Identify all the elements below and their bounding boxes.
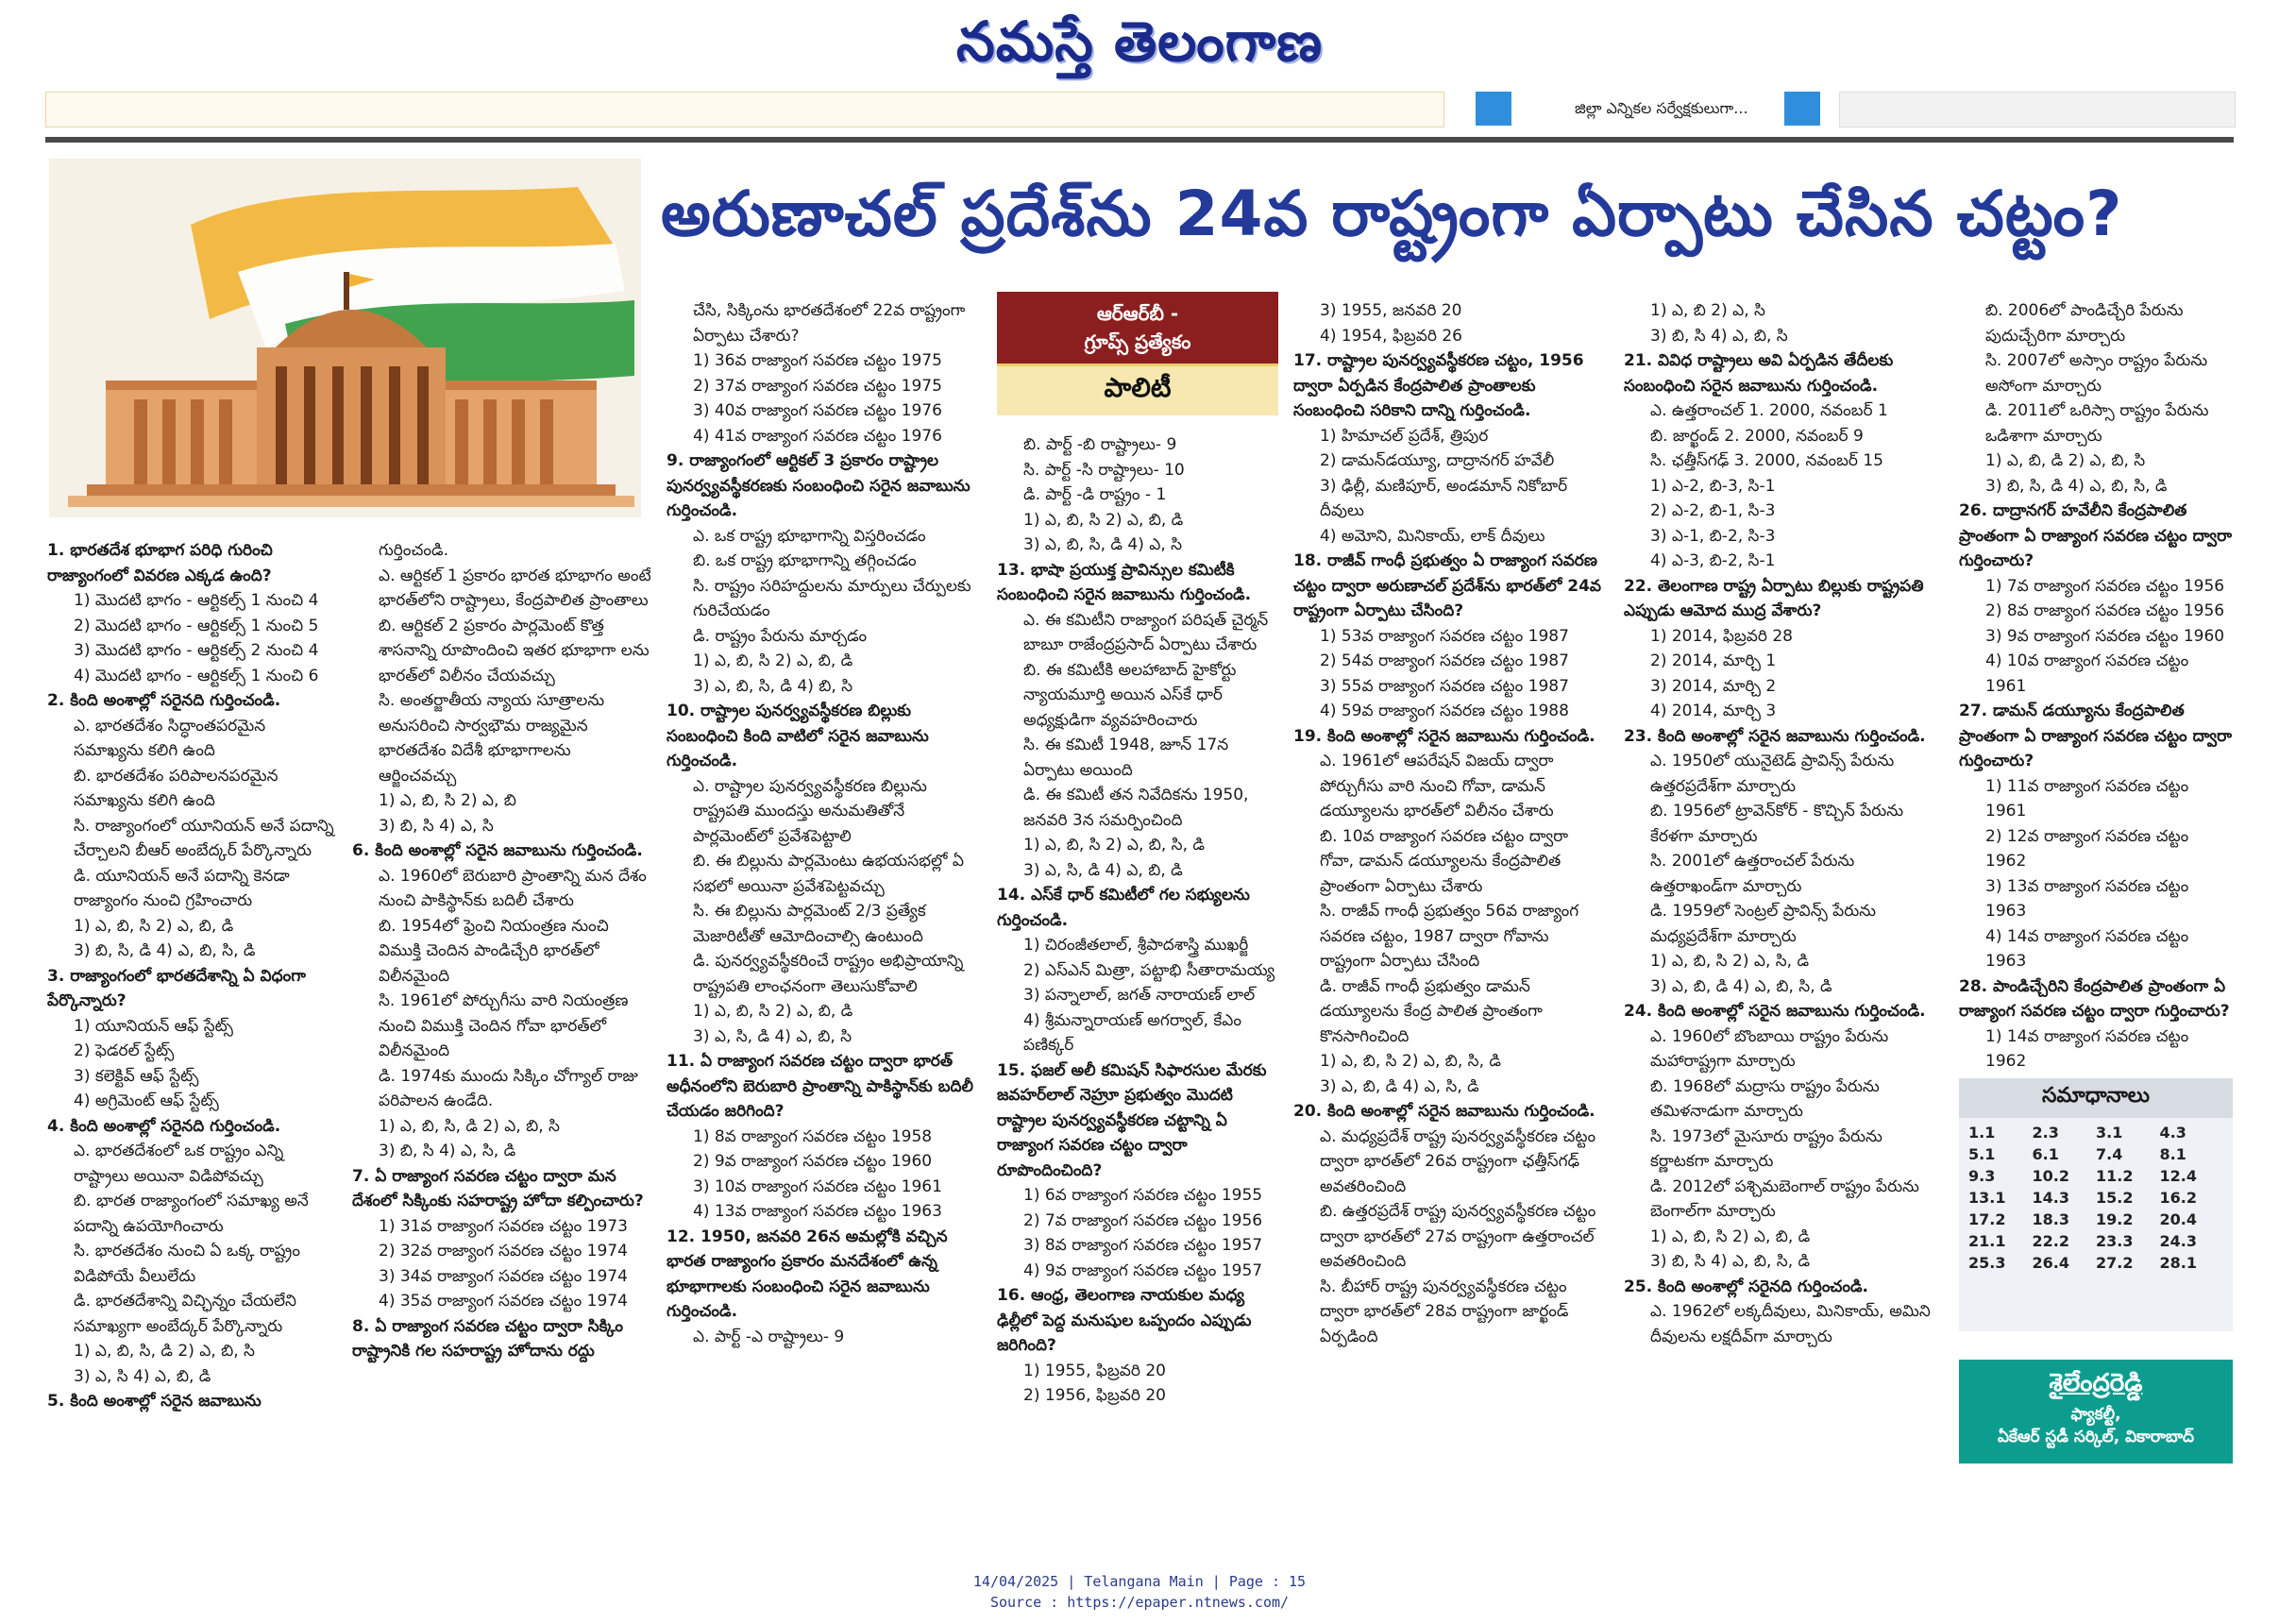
author-role: ఫ్యాకల్టీ, (2070, 1405, 2121, 1424)
question-text: 24. కింది అంశాల్లో సరైన జవాబును గుర్తించండి. (1624, 1002, 1926, 1021)
option-text: 1) ఎ, బి, సి 2) ఎ, బి, డి (693, 1002, 853, 1021)
answers-title: సమాధానాలు (1959, 1078, 2233, 1118)
option-text: 1) ఎ, బి, సి 2) ఎ, బి, డి (1650, 1226, 1811, 1246)
answer-item: 17.2 (1968, 1210, 2006, 1228)
answer-item: 2.3 (2032, 1124, 2059, 1142)
article-column-4 (997, 432, 1278, 1492)
question-text: 28. పాండిచ్చేరిని కేంద్రపాలిత ప్రాంతంగా ఏ రాజ్యాంగ సవరణ చట్టం ద్వారా గుర్తించారు? (1959, 976, 2230, 1021)
option-text: బి. 10వ రాజ్యాంగ సవరణ చట్టం ద్వారా గోవా, డామన్ డయ్యూలను కేంద్రపాలిత ప్రాంతంగా ఏర్పాటు చేశారు (1320, 826, 1569, 896)
option-text: బి. 2006లో పాండిచ్చేరి పేరును పుదుచ్చేరిగా మార్చారు (1985, 301, 2184, 346)
option-text: 3) 40వ రాజ్యాంగ సవరణ చట్టం 1976 (693, 401, 942, 420)
option-text: బి. ఒక రాష్ట్ర భూభాగాన్ని తగ్గించడం (693, 551, 917, 570)
parliament-tricolor-illustration (49, 159, 641, 517)
option-text: 3) మొదటి భాగం - ఆర్టికల్స్ 2 నుంచి 4 (74, 641, 319, 660)
option-text: సి. బీహార్ రాష్ట్ర పునర్వ్యవస్థీకరణ చట్టం ద్వారా భారత్‌లో 28వ రాష్ట్రంగా జార్ఖండ్ ఏర్పడింది (1320, 1277, 1569, 1346)
author-box (1959, 1360, 2233, 1463)
option-text: ఎ. ఒక రాష్ట్ర భూభాగాన్ని విస్తరించడం (693, 526, 926, 546)
article-column-2 (352, 538, 652, 1492)
exam-tag (997, 292, 1278, 364)
option-text: 4) 14వ రాజ్యాంగ సవరణ చట్టం 1963 (1985, 926, 2189, 971)
option-text: 1) 1955, ఫిబ్రవరి 20 (1023, 1361, 1166, 1380)
ad-box-right (1839, 92, 2236, 127)
answer-item: 28.1 (2159, 1254, 2197, 1272)
option-text: 3) ఎ, సి, డి 4) ఎ, బి, సి (693, 1026, 853, 1046)
answer-item: 9.3 (1968, 1167, 1996, 1185)
answer-item: 18.3 (2032, 1210, 2069, 1228)
question-text: 1. భారతదేశ భూభాగ పరిధి గురించి రాజ్యాంగంలో వివరణ ఎక్కడ ఉంది? (47, 541, 273, 585)
answer-item: 5.1 (1968, 1145, 1996, 1163)
option-text: బి. ఈ బిల్లును పార్లమెంటు ఉభయసభల్లో ఏ సభలో అయినా ప్రవేశపెట్టవచ్చు (693, 852, 964, 896)
answer-item: 23.3 (2096, 1232, 2134, 1250)
answer-item: 20.4 (2159, 1210, 2197, 1228)
option-text: ఎ. భారతదేశం సిద్ధాంతపరమైన సమాఖ్యను కలిగి ఉంది (74, 716, 266, 760)
option-text: సి. 1961లో పోర్చుగీసు వారి నియంత్రణ నుంచి విముక్తి చెందిన గోవా భారత్‌లో విలీనమైంది (379, 991, 629, 1060)
question-text: 13. భాషా ప్రయుక్త ప్రావిన్సుల కమిటీకి సంబంధించి సరైన జవాబును గుర్తించండి. (997, 560, 1252, 604)
option-text: 1) 6వ రాజ్యాంగ సవరణ చట్టం 1955 (1023, 1186, 1263, 1205)
option-text: ఎ. ఉత్తరాంచల్ 1. 2000, నవంబర్ 1 (1650, 401, 1888, 420)
option-text: 2) 1956, ఫిబ్రవరి 20 (1023, 1386, 1166, 1405)
footer-date-line: 14/04/2025 | Telangana Main | Page : 15 (972, 1573, 1307, 1590)
option-text: 1) 14వ రాజ్యాంగ సవరణ చట్టం 1962 (1985, 1026, 2189, 1071)
top-ad-strip (45, 92, 2234, 129)
subject-tag: పాలిటీ (997, 364, 1278, 415)
option-text: 1) ఎ, బి, సి 2) ఎ, బి, డి (693, 651, 853, 670)
option-text: సి. ఈ కమిటీ 1948, జూన్ 17న ఏర్పాటు అయింది (1023, 736, 1229, 780)
option-text: 3) ఎ, బి, డి 4) ఎ, సి, డి (1320, 1076, 1479, 1096)
option-text: 3) బి, సి 4) ఎ, సి, డి (379, 1142, 516, 1160)
option-text: 1) 8వ రాజ్యాంగ సవరణ చట్టం 1958 (693, 1126, 933, 1146)
option-text: 1) చిరంజీతలాల్, శ్రీపాదశాస్త్రి ముఖర్జీ (1023, 936, 1249, 955)
option-text: 4) ఎ-3, బి-2, సి-1 (1650, 551, 1776, 570)
option-text: బి. 1968లో మద్రాసు రాష్ట్రం పేరును తమిళనాడుగా మార్చారు (1650, 1076, 1880, 1121)
option-text: 1) ఎ, బి, సి, డి 2) ఎ, బి, సి (74, 1342, 255, 1361)
option-text: 4) అమోని, మినికాయ్, లాక్ దీవులు (1320, 526, 1545, 546)
exam-tag-line1: ఆర్ఆర్‌బీ - (1096, 302, 1179, 325)
option-text: బి. 1954లో ఫ్రెంచి నియంత్రణ నుంచి విముక్తి చెందిన పాండిచ్చేరి భారత్‌లో విలీనమైంది (379, 916, 609, 986)
option-text: 1) ఎ, బి, సి 2) ఎ, సి, డి (1650, 952, 1810, 971)
option-text: 4) 13వ రాజ్యాంగ సవరణ చట్టం 1963 (693, 1202, 942, 1221)
author-name: శైలేంద్రరెడ్డి (2049, 1369, 2143, 1397)
footer-source-line: Source : https://epaper.ntnews.com/ (989, 1594, 1290, 1611)
option-text: 2) ఎస్ఎన్ మిత్రా, పట్టాభి సీతారామయ్య (1023, 960, 1275, 980)
answer-item: 12.4 (2159, 1167, 2197, 1185)
question-text: 21. వివిధ రాష్ట్రాలు అవి ఏర్పడిన తేదీలకు సంబంధించి సరైన జవాబును గుర్తించండి. (1624, 351, 1894, 396)
option-text: 3) 55వ రాజ్యాంగ సవరణ చట్టం 1987 (1320, 676, 1569, 696)
option-text: ఎ. ఆర్టికల్ 1 ప్రకారం భారత భూభాగం అంటే భారత్‌లోని రాష్ట్రాలు, కేంద్రపాలిత ప్రాంతాలు (379, 566, 651, 610)
option-text: ఎ. 1950లో యునైటెడ్ ప్రావిన్స్ పేరును ఉత్తరప్రదేశ్‌గా మార్చారు (1650, 752, 1895, 796)
option-text: 1) ఎ, బి, డి 2) ఎ, బి, సి (1985, 451, 2146, 470)
question-text: 20. కింది అంశాల్లో సరైన జవాబును గుర్తించండి. (1293, 1102, 1595, 1121)
question-text: 3. రాజ్యాంగంలో భారతదేశాన్ని ఏ విధంగా పేర్కొన్నారు? (47, 966, 306, 1010)
option-text: సి. ఛత్తీస్‌గఢ్ 3. 2000, నవంబర్ 15 (1650, 451, 1883, 470)
parliament-illustration-svg (49, 159, 641, 517)
answer-item: 10.2 (2032, 1167, 2069, 1185)
option-text: 3) ఎ, సి 4) ఎ, బి, డి (74, 1366, 211, 1386)
option-text: 4) 2014, మార్చి 3 (1650, 702, 1777, 720)
answers-box (1959, 1078, 2233, 1331)
option-text: డి. రాష్ట్రం పేరును మార్చడం (693, 626, 868, 646)
page-headline: అరుణాచల్ ప్రదేశ్‌ను 24వ రాష్ట్రంగా ఏర్పాటు చేసిన చట్టం? (661, 178, 2123, 250)
question-text: 10. రాష్ట్రాల పునర్వ్యవస్థీకరణ బిల్లుకు సంబంధించి కింది వాటిలో సరైన జవాబును గుర్తించండి. (667, 702, 929, 770)
option-text: గుర్తించండి. (379, 541, 449, 560)
option-text: 1) ఎ, బి, సి 2) ఎ, బి, డి (1023, 510, 1184, 530)
option-text: సి. పార్ట్ -సి రాష్ట్రాలు- 10 (1023, 460, 1185, 480)
option-text: 3) ఎ, బి, డి 4) ఎ, బి, సి, డి (1650, 976, 1832, 996)
option-text: 3) 34వ రాజ్యాంగ సవరణ చట్టం 1974 (379, 1266, 628, 1286)
article-column-5 (1293, 298, 1607, 1492)
option-text: 1) ఎ-2, బి-3, సి-1 (1650, 476, 1776, 496)
option-text: బి. ఈ కమిటీకి అలహాబాద్ హైకోర్టు న్యాయమూర్తి అయిన ఎస్‌కే ధార్ అధ్యక్షుడిగా వ్యవహరించారు (1023, 660, 1237, 730)
question-text: 18. రాజీవ్ గాంధీ ప్రభుత్వం ఏ రాజ్యాంగ సవరణ చట్టం ద్వారా అరుణాచల్ ప్రదేశ్‌ను భారత్‌లో 24వ రాష్ట్రంగా ఏర్పాటు చేసింది? (1293, 551, 1602, 620)
option-text: డి. 2012లో పశ్చిమబెంగాల్ రాష్ట్రం పేరును బెంగాల్‌గా మార్చారు (1650, 1176, 1919, 1221)
answer-item: 26.4 (2032, 1254, 2069, 1272)
article-column-3 (667, 298, 988, 1492)
option-text: 3) బి, సి 4) ఎ, సి (379, 816, 494, 836)
question-text: 7. ఏ రాజ్యాంగ సవరణ చట్టం ద్వారా మన దేశంలో సిక్కింకు సహరాష్ట్ర హోదా కల్పించారు? (352, 1166, 644, 1210)
answer-item: 19.2 (2096, 1210, 2134, 1228)
answer-item: 27.2 (2096, 1254, 2134, 1272)
question-text: 11. ఏ రాజ్యాంగ సవరణ చట్టం ద్వారా భారత్ అధీనంలోని బెరుబారి ప్రాంతాన్ని పాకిస్థాన్‌కు బదిలీ చేయడం జరిగింది? (667, 1052, 973, 1121)
question-text: 19. కింది అంశాల్లో సరైన జవాబును గుర్తించండి. (1293, 726, 1595, 746)
question-text: 9. రాజ్యాంగంలో ఆర్టికల్ 3 ప్రకారం రాష్ట్రాల పునర్వ్యవస్థీకరణకు సంబంధించి సరైన జవాబును గుర్తించండి. (667, 451, 971, 520)
option-text: 3) బి, సి, డి 4) ఎ, బి, సి, డి (74, 941, 256, 960)
author-place: ఏకేఆర్ స్టడీ సర్కిల్, వికారాబాద్ (1997, 1428, 2195, 1446)
option-text: బి. భారతదేశం పరిపాలనపరమైన సమాఖ్యను కలిగి ఉంది (74, 766, 279, 810)
answers-grid (1959, 1118, 2233, 1277)
option-text: డి. 2011లో ఒరిస్సా రాష్ట్రం పేరును ఒడిశాగా మార్చారు (1985, 401, 2209, 446)
answer-item: 7.4 (2096, 1145, 2123, 1163)
question-text: 15. ఫజల్ అలీ కమిషన్ సిఫారసుల మేరకు జవహర్‌లాల్ నెహ్రూ ప్రభుత్వం మొదటి రాష్ట్రాల పునర్వ్యవస్థీకరణ చట్టాన్ని ఏ రాజ్యాంగ సవరణ చట్టం ద్వారా రూపొందించింది? (997, 1060, 1267, 1180)
option-text: 2) మొదటి భాగం - ఆర్టికల్స్ 1 నుంచి 5 (74, 616, 319, 635)
question-text: 6. కింది అంశాల్లో సరైన జవాబును గుర్తించండి. (352, 841, 643, 860)
answer-item: 11.2 (2096, 1167, 2134, 1185)
article-column-6 (1624, 298, 1935, 1492)
answer-item: 8.1 (2159, 1145, 2186, 1163)
option-text: చేసి, సిక్కింను భారతదేశంలో 22వ రాష్ట్రంగా ఏర్పాటు చేశారు? (693, 301, 966, 346)
question-text: 26. దాద్రానగర్ హవేలీని కేంద్రపాలిత ప్రాంతంగా ఏ రాజ్యాంగ సవరణ చట్టం ద్వారా గుర్తించారు? (1959, 501, 2232, 570)
option-text: సి. రాజ్యాంగంలో యూనియన్ అనే పదాన్ని చేర్చాలని బీఆర్ అంబేద్కర్ పేర్కొన్నారు (74, 816, 334, 860)
option-text: ఎ. 1960లో బెరుబారి ప్రాంతాన్ని మన దేశం నుంచి పాకిస్థాన్‌కు బదిలీ చేశారు (379, 866, 647, 910)
option-text: 3) కలెక్టివ్ ఆఫ్ స్టేట్స్ (74, 1066, 199, 1086)
answer-item: 3.1 (2096, 1124, 2123, 1142)
question-text: 14. ఎస్‌కే ధార్ కమిటీలో గల సభ్యులను గుర్తించండి. (997, 886, 1250, 930)
option-text: 4) 9వ రాజ్యాంగ సవరణ చట్టం 1957 (1023, 1260, 1263, 1280)
option-text: 1) ఎ, బి, సి 2) ఎ, బి, డి (74, 916, 234, 936)
option-text: ఎ. 1960లో బొంబాయి రాష్ట్రం పేరును మహారాష్ట్రగా మార్చారు (1650, 1026, 1889, 1071)
question-text: 2. కింది అంశాల్లో సరైనది గుర్తించండి. (47, 691, 281, 710)
option-text: డి. పునర్వ్యవస్థీకరించే రాష్ట్రం అభిప్రాయాన్ని రాష్ట్రపతి లాంఛనంగా తెలుసుకోవాలి (693, 952, 964, 996)
option-text: 2) ఫెడరల్ స్టేట్స్ (74, 1041, 175, 1060)
option-text: 1) 31వ రాజ్యాంగ సవరణ చట్టం 1973 (379, 1216, 628, 1236)
option-text: ఎ. 1961లో ఆపరేషన్ విజయ్ ద్వారా పోర్చుగీసు వారి నుంచి గోవా, డామన్ డయ్యూలను భారత్‌లో విలీనం చేశారు (1320, 752, 1554, 820)
question-text: 5. కింది అంశాల్లో సరైన జవాబును (47, 1392, 262, 1411)
question-text: 22. తెలంగాణ రాష్ట్ర ఏర్పాటు బిల్లుకు రాష్ట్రపతి ఎప్పుడు ఆమోద ముద్ర వేశారు? (1624, 576, 1924, 620)
article-column-7 (1959, 298, 2233, 1073)
option-text: 3) 13వ రాజ్యాంగ సవరణ చట్టం 1963 (1985, 876, 2189, 921)
option-text: డి. ఈ కమిటీ తన నివేదికను 1950, జనవరి 3న సమర్పించింది (1023, 786, 1249, 830)
option-text: 2) 12వ రాజ్యాంగ సవరణ చట్టం 1962 (1985, 826, 2189, 871)
page-footer (0, 1571, 2279, 1613)
question-text: 17. రాష్ట్రాల పునర్వ్యవస్థీకరణ చట్టం, 1956 ద్వారా ఏర్పడిన కేంద్రపాలిత ప్రాంతాలకు సంబంధించి సరికాని దాన్ని గుర్తించండి. (1293, 351, 1584, 420)
option-text: డి. యూనియన్ అనే పదాన్ని కెనడా రాజ్యాంగం నుంచి గ్రహించారు (74, 866, 290, 910)
option-text: 4) 35వ రాజ్యాంగ సవరణ చట్టం 1974 (379, 1292, 628, 1311)
option-text: 2) 9వ రాజ్యాంగ సవరణ చట్టం 1960 (693, 1152, 933, 1171)
option-text: ఎ. 1962లో లక్కదీవులు, మినికాయ్, అమిని దీవులను లక్షదీవ్‌గా మార్చారు (1650, 1302, 1931, 1346)
option-text: 2) డామన్‌డయ్యూ, దాద్రానగర్ హవేలీ (1320, 451, 1555, 470)
option-text: 2) 54వ రాజ్యాంగ సవరణ చట్టం 1987 (1320, 651, 1569, 670)
option-text: 2) 32వ రాజ్యాంగ సవరణ చట్టం 1974 (379, 1242, 628, 1260)
option-text: 3) 2014, మార్చి 2 (1650, 676, 1777, 696)
option-text: 1) హిమాచల్ ప్రదేశ్, త్రిపుర (1320, 426, 1489, 446)
option-text: ఎ. మధ్యప్రదేశ్ రాష్ట్ర పునర్వ్యవస్థీకరణ చట్టం ద్వారా భారత్‌లో 26వ రాష్ట్రంగా ఛత్తీస్‌గఢ్ అవతరించింది (1320, 1126, 1596, 1196)
option-text: 1) ఎ, బి, సి, డి 2) ఎ, బి, సి (379, 1116, 560, 1136)
question-text: 25. కింది అంశాల్లో సరైనది గుర్తించండి. (1624, 1277, 1869, 1296)
option-text: బి. ఉత్తరప్రదేశ్ రాష్ట్ర పునర్వ్యవస్థీకరణ చట్టం ద్వారా భారత్‌లో 27వ రాష్ట్రంగా ఉత్తరాంచల్ అవతరించింది (1320, 1202, 1596, 1271)
ad-blue-marker-left (1476, 92, 1511, 126)
answer-item: 22.2 (2032, 1232, 2069, 1250)
ad-strip-text: జిల్లా ఎన్నికల సర్వేక్షకులుగా... (1575, 99, 1748, 117)
option-text: బి. జార్ఖండ్ 2. 2000, నవంబర్ 9 (1650, 426, 1864, 446)
option-text: ఎ. ఈ కమిటీని రాజ్యాంగ పరిషత్ చైర్మన్ బాబూ రాజేంద్రప్రసాద్ ఏర్పాటు చేశారు (1023, 610, 1269, 654)
option-text: బి. 1956లో ట్రావెన్‌కోర్ - కొచ్చిన్ పేరును కేరళగా మార్చారు (1650, 802, 1904, 846)
option-text: 3) 1955, జనవరి 20 (1320, 301, 1462, 320)
option-text: 3) బి, సి 4) ఎ, బి, సి (1650, 326, 1788, 346)
option-text: బి. భారత రాజ్యాంగంలో సమాఖ్య అనే పదాన్ని ఉపయోగించారు (74, 1192, 309, 1236)
ad-box-left (45, 92, 1444, 127)
article-column-1 (47, 538, 340, 1492)
option-text: ఎ. భారతదేశంలో ఒక రాష్ట్రం ఎన్ని రాష్ట్రాలు అయినా విడిపోవచ్చు (74, 1142, 284, 1186)
option-text: 2) 8వ రాజ్యాంగ సవరణ చట్టం 1956 (1985, 601, 2225, 620)
question-text: 8. ఏ రాజ్యాంగ సవరణ చట్టం ద్వారా సిక్కిం రాష్ట్రానికి గల సహరాష్ట్ర హోదాను రద్దు (352, 1316, 623, 1361)
option-text: 1) 11వ రాజ్యాంగ సవరణ చట్టం 1961 (1985, 776, 2189, 820)
option-text: 2) 37వ రాజ్యాంగ సవరణ చట్టం 1975 (693, 376, 942, 396)
answer-item: 1.1 (1968, 1124, 1996, 1142)
option-text: 3) ఎ, బి, సి, డి 4) బి, సి (693, 676, 853, 696)
newspaper-masthead: నమస్తే తెలంగాణ (956, 9, 1323, 74)
option-text: 3) బి, సి 4) ఎ, బి, సి, డి (1650, 1252, 1811, 1271)
option-text: 4) 41వ రాజ్యాంగ సవరణ చట్టం 1976 (693, 426, 942, 446)
option-text: ఎ. రాష్ట్రాల పునర్వ్యవస్థీకరణ బిల్లును రాష్ట్రపతి ముందస్తు అనుమతితోనే పార్లమెంట్‌లో ప్రవేశపెట్టాలి (693, 776, 927, 846)
option-text: 2) 7వ రాజ్యాంగ సవరణ చట్టం 1956 (1023, 1210, 1263, 1230)
option-text: సి. 2001లో ఉత్తరాంచల్ పేరును ఉత్తరాఖండ్‌గా మార్చారు (1650, 852, 1855, 896)
option-text: 2) ఎ-2, బి-1, సి-3 (1650, 501, 1776, 520)
answer-item: 4.3 (2159, 1124, 2186, 1142)
option-text: 1) 7వ రాజ్యాంగ సవరణ చట్టం 1956 (1985, 576, 2225, 596)
option-text: సి. భారతదేశం నుంచి ఏ ఒక్క రాష్ట్రం విడిపోయే వీలులేదు (74, 1242, 300, 1286)
option-text: 3) 9వ రాజ్యాంగ సవరణ చట్టం 1960 (1985, 626, 2225, 646)
option-text: డి. 1974కు ముందు సిక్కిం చోగ్యాల్ రాజు పరిపాలన ఉండేది. (379, 1066, 638, 1110)
option-text: 3) ఢిల్లీ, మణిపూర్, అండమాన్ నికోబార్ దీవులు (1320, 476, 1568, 520)
option-text: డి. భారతదేశాన్ని విచ్ఛిన్నం చేయలేని సమాఖ్యగా అంబేద్కర్ పేర్కొన్నారు (74, 1292, 296, 1336)
answer-item: 21.1 (1968, 1232, 2006, 1250)
option-text: సి. రాష్ట్రం సరిహద్దులను మార్పులు చేర్పులకు గురిచేయడం (693, 576, 971, 620)
option-text: 4) శ్రీమన్నారాయణ్ అగర్వాల్, కేఎం పణిక్కర్ (1023, 1010, 1241, 1055)
answer-item: 14.3 (2032, 1189, 2069, 1207)
option-text: 1) 36వ రాజ్యాంగ సవరణ చట్టం 1975 (693, 351, 942, 370)
option-text: 4) 10వ రాజ్యాంగ సవరణ చట్టం 1961 (1985, 651, 2189, 696)
option-text: సి. ఈ బిల్లును పార్లమెంట్ 2/3 ప్రత్యేక మెజారిటీతో ఆమోదించాల్సి ఉంటుంది (693, 902, 926, 946)
exam-tag-line2: గ్రూప్స్ ప్రత్యేకం (1084, 330, 1191, 353)
answer-item: 16.2 (2159, 1189, 2197, 1207)
option-text: డి. రాజీవ్ గాంధీ ప్రభుత్వం డామన్ డయ్యూలను కేంద్ర పాలిత ప్రాంతంగా కొనసాగించింది (1320, 976, 1543, 1046)
question-text: 27. డామన్ డయ్యూను కేంద్రపాలిత ప్రాంతంగా ఏ రాజ్యాంగ సవరణ చట్టం ద్వారా గుర్తించారు? (1959, 702, 2232, 770)
option-text: బి. ఆర్టికల్ 2 ప్రకారం పార్లమెంట్ కొత్త శాసనాన్ని రూపొందించి ఇతర భూభాగా లను భారత్‌లో విలీనం చేయవచ్చు (379, 616, 650, 685)
answer-item: 6.1 (2032, 1145, 2059, 1163)
question-text: 23. కింది అంశాల్లో సరైన జవాబును గుర్తించండి. (1624, 726, 1926, 746)
option-text: 4) అగ్రిమెంట్ ఆఫ్ స్టేట్స్ (74, 1091, 219, 1110)
answer-item: 25.3 (1968, 1254, 2006, 1272)
option-text: 1) ఎ, బి 2) ఎ, సి (1650, 301, 1765, 320)
option-text: 2) 2014, మార్చి 1 (1650, 651, 1777, 670)
option-text: 3) ఎ, బి, సి, డి 4) ఎ, సి (1023, 535, 1183, 554)
option-text: 3) ఎ-1, బి-2, సి-3 (1650, 526, 1776, 546)
option-text: బి. పార్ట్ -బి రాష్ట్రాలు- 9 (1023, 435, 1177, 454)
option-text: 4) 59వ రాజ్యాంగ సవరణ చట్టం 1988 (1320, 702, 1569, 720)
option-text: ఎ. పార్ట్ -ఎ రాష్ట్రాలు- 9 (693, 1327, 845, 1346)
option-text: 4) 1954, ఫిబ్రవరి 26 (1320, 326, 1462, 346)
option-text: 3) 10వ రాజ్యాంగ సవరణ చట్టం 1961 (693, 1176, 942, 1196)
option-text: డి. 1959లో సెంట్రల్ ప్రావిన్స్ పేరును మధ్యప్రదేశ్‌గా మార్చారు (1650, 902, 1877, 946)
option-text: 4) మొదటి భాగం - ఆర్టికల్స్ 1 నుంచి 6 (74, 666, 319, 685)
header-rule (45, 137, 2234, 143)
option-text: సి. 2007లో అస్సాం రాష్ట్రం పేరును అసోంగా మార్చారు (1985, 351, 2208, 396)
option-text: 3) పన్నాలాల్, జగత్ నారాయణ్ లాల్ (1023, 986, 1256, 1005)
option-text: సి. రాజీవ్ గాంధీ ప్రభుత్వం 56వ రాజ్యాంగ సవరణ చట్టం, 1987 ద్వారా గోవాను రాష్ట్రంగా ఏర్పాటు చేసింది (1320, 902, 1579, 971)
answer-item: 24.3 (2159, 1232, 2197, 1250)
question-text: 12. 1950, జనవరి 26న అమల్లోకి వచ్చిన భారత రాజ్యాంగం ప్రకారం మనదేశంలో ఉన్న భూభాగాలకు సంబంధించి సరైన జవాబును గుర్తించండి. (667, 1226, 948, 1321)
answer-item: 13.1 (1968, 1189, 2006, 1207)
option-text: 1) 2014, ఫిబ్రవరి 28 (1650, 626, 1793, 646)
option-text: సి. అంతర్జాతీయ న్యాయ సూత్రాలను అనుసరించి సార్వభౌమ రాజ్యమైన భారతదేశం విదేశీ భూభాగాలను ఆర్జించవచ్చు (379, 691, 605, 786)
option-text: 1) ఎ, బి, సి 2) ఎ, బి (379, 791, 516, 810)
option-text: 1) 53వ రాజ్యాంగ సవరణ చట్టం 1987 (1320, 626, 1569, 646)
option-text: 1) ఎ, బి, సి 2) ఎ, బి, సి, డి (1320, 1052, 1501, 1071)
option-text: డి. పార్ట్ -డి రాష్ట్రం - 1 (1023, 485, 1167, 504)
question-text: 4. కింది అంశాల్లో సరైనది గుర్తించండి. (47, 1116, 281, 1136)
ad-blue-marker-right (1784, 92, 1820, 126)
question-text: 16. ఆంధ్ర, తెలంగాణ నాయకుల మధ్య ఢిల్లీలో పెద్ద మనుషుల ఒప్పందం ఎప్పుడు జరిగింది? (997, 1286, 1252, 1355)
section-tag (997, 292, 1278, 415)
option-text: 1) మొదటి భాగం - ఆర్టికల్స్ 1 నుంచి 4 (74, 591, 319, 610)
option-text: 1) ఎ, బి, సి 2) ఎ, బి, సి, డి (1023, 836, 1205, 854)
answer-item: 15.2 (2096, 1189, 2134, 1207)
option-text: 3) 8వ రాజ్యాంగ సవరణ చట్టం 1957 (1023, 1236, 1263, 1255)
option-text: 3) బి, సి, డి 4) ఎ, బి, సి, డి (1985, 476, 2168, 496)
option-text: 3) ఎ, సి, డి 4) ఎ, బి, డి (1023, 860, 1183, 880)
option-text: 1) యూనియన్ ఆఫ్ స్టేట్స్ (74, 1016, 233, 1036)
option-text: సి. 1973లో మైసూరు రాష్ట్రం పేరును కర్ణాటకగా మార్చారు (1650, 1126, 1882, 1171)
